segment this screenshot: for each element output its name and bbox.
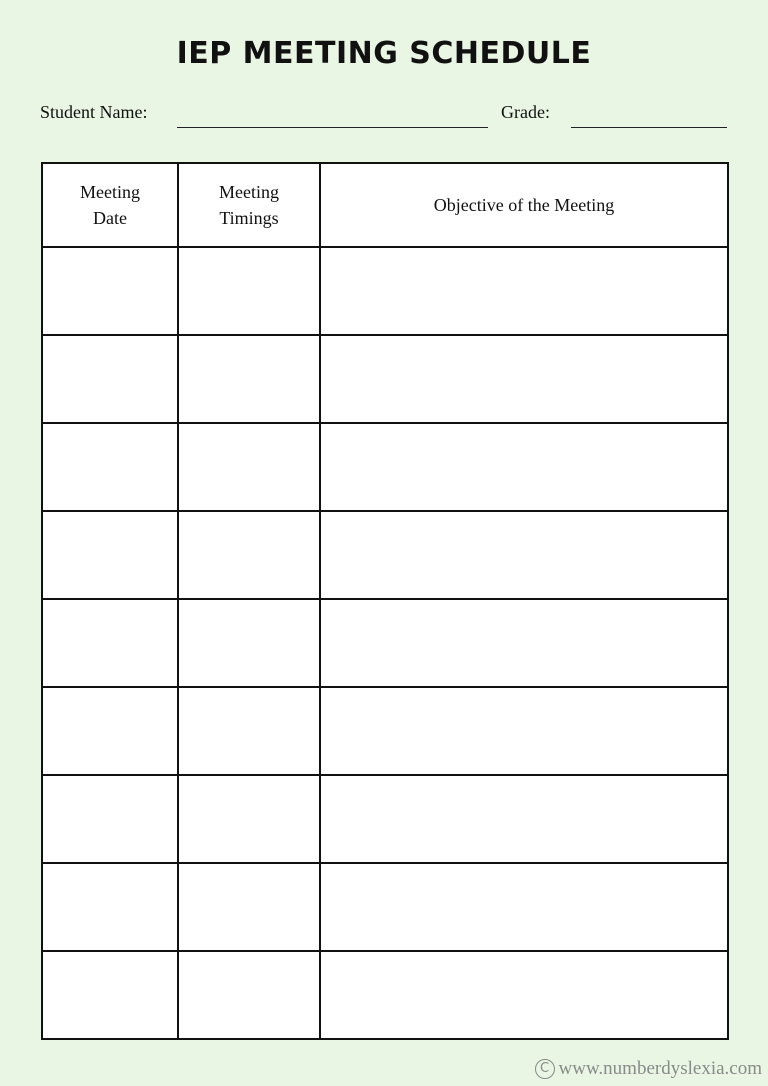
objective-cell[interactable] — [320, 863, 728, 951]
table-row — [42, 511, 728, 599]
header-meeting-timings-line2: Timings — [219, 208, 279, 228]
objective-cell[interactable] — [320, 687, 728, 775]
meeting-timings-cell[interactable] — [178, 599, 320, 687]
table-row — [42, 775, 728, 863]
meeting-timings-cell[interactable] — [178, 247, 320, 335]
grade-field[interactable] — [571, 127, 727, 128]
meeting-date-cell[interactable] — [42, 775, 178, 863]
table-row — [42, 247, 728, 335]
meeting-date-cell[interactable] — [42, 599, 178, 687]
table-row — [42, 687, 728, 775]
header-meeting-timings — [178, 163, 320, 247]
table-body — [42, 247, 728, 1039]
meeting-date-cell[interactable] — [42, 951, 178, 1039]
meeting-timings-cell[interactable] — [178, 423, 320, 511]
header-objective-label: Objective of the Meeting — [433, 195, 615, 215]
meeting-date-cell[interactable] — [42, 511, 178, 599]
meeting-timings-cell[interactable] — [178, 335, 320, 423]
objective-cell[interactable] — [320, 335, 728, 423]
header-meeting-date-line1: Meeting — [80, 182, 140, 202]
watermark-text: www.numberdyslexia.com — [558, 1058, 762, 1079]
meeting-date-cell[interactable] — [42, 247, 178, 335]
meeting-timings-cell[interactable] — [178, 511, 320, 599]
header-meeting-timings-line1: Meeting — [219, 182, 279, 202]
meeting-timings-cell[interactable] — [178, 687, 320, 775]
grade-label: Grade: — [501, 102, 550, 122]
objective-cell[interactable] — [320, 511, 728, 599]
objective-cell[interactable] — [320, 775, 728, 863]
table-row — [42, 423, 728, 511]
objective-cell[interactable] — [320, 247, 728, 335]
meeting-date-cell[interactable] — [42, 863, 178, 951]
meeting-date-cell[interactable] — [42, 335, 178, 423]
meeting-date-cell[interactable] — [42, 423, 178, 511]
header-objective — [320, 163, 728, 247]
objective-cell[interactable] — [320, 423, 728, 511]
table-row — [42, 863, 728, 951]
page-title: IEP MEETING SCHEDULE — [176, 36, 592, 71]
table-row — [42, 335, 728, 423]
header-meeting-date — [42, 163, 178, 247]
student-name-label: Student Name: — [40, 102, 148, 122]
watermark — [535, 1058, 763, 1080]
meeting-timings-cell[interactable] — [178, 951, 320, 1039]
copyright-icon: C — [535, 1059, 555, 1079]
table-row — [42, 951, 728, 1039]
meeting-date-cell[interactable] — [42, 687, 178, 775]
objective-cell[interactable] — [320, 599, 728, 687]
meeting-timings-cell[interactable] — [178, 775, 320, 863]
table-header-row — [42, 163, 728, 247]
meeting-schedule-table — [41, 162, 729, 1040]
header-meeting-date-line2: Date — [93, 208, 127, 228]
objective-cell[interactable] — [320, 951, 728, 1039]
table-row — [42, 599, 728, 687]
meeting-timings-cell[interactable] — [178, 863, 320, 951]
student-name-field[interactable] — [177, 127, 488, 128]
